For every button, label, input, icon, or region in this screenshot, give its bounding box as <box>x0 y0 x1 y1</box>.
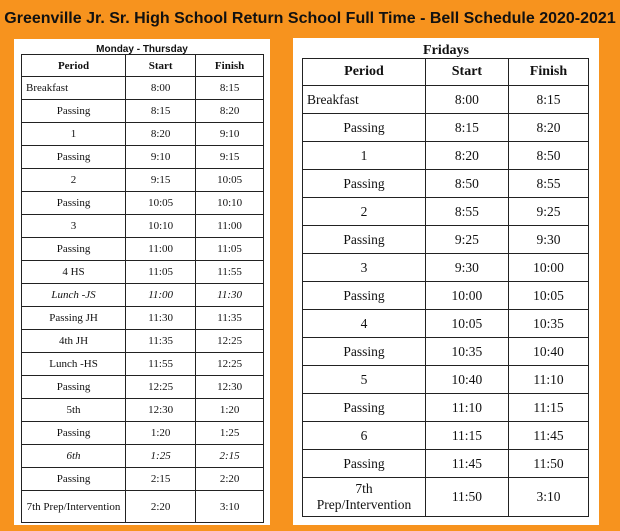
table-row <box>22 146 264 169</box>
table-row <box>22 284 264 307</box>
start-cell: 8:20 <box>126 123 196 146</box>
period-cell: Lunch -HS <box>22 353 126 376</box>
period-header: Period <box>22 55 126 77</box>
monday-thursday-table <box>21 54 264 523</box>
finish-cell: 8:20 <box>196 100 264 123</box>
finish-cell: 10:10 <box>196 192 264 215</box>
start-cell: 11:50 <box>425 478 508 517</box>
start-cell: 10:05 <box>425 310 508 338</box>
start-cell: 12:25 <box>126 376 196 399</box>
start-cell: 8:50 <box>425 170 508 198</box>
table-row <box>303 366 589 394</box>
finish-cell: 10:35 <box>508 310 588 338</box>
period-cell: Passing <box>303 226 426 254</box>
finish-cell: 9:10 <box>196 123 264 146</box>
table-row <box>22 261 264 284</box>
page-title: Greenville Jr. Sr. High School Return School Full Time - Bell Schedule 2020-2021 <box>4 10 616 27</box>
start-cell: 10:10 <box>126 215 196 238</box>
finish-cell: 12:25 <box>196 353 264 376</box>
table-row <box>303 422 589 450</box>
start-cell: 10:35 <box>425 338 508 366</box>
period-cell: 3 <box>303 254 426 282</box>
period-cell: 7th Prep/Intervention <box>303 478 426 517</box>
finish-cell: 3:10 <box>196 491 264 523</box>
start-cell: 11:00 <box>126 284 196 307</box>
table-row <box>303 226 589 254</box>
period-cell: Passing <box>303 114 426 142</box>
start-cell: 11:00 <box>126 238 196 261</box>
table-row <box>22 169 264 192</box>
period-cell: Passing <box>22 468 126 491</box>
period-cell: Passing <box>303 394 426 422</box>
table-row <box>22 399 264 422</box>
start-cell: 10:05 <box>126 192 196 215</box>
finish-cell: 12:30 <box>196 376 264 399</box>
period-cell: Passing <box>22 146 126 169</box>
period-cell: 5th <box>22 399 126 422</box>
fridays-caption: Fridays <box>423 43 469 58</box>
start-cell: 11:30 <box>126 307 196 330</box>
finish-cell: 1:25 <box>196 422 264 445</box>
start-cell: 10:40 <box>425 366 508 394</box>
finish-cell: 8:15 <box>508 86 588 114</box>
period-cell: Breakfast <box>22 77 126 100</box>
finish-cell: 2:20 <box>196 468 264 491</box>
start-cell: 1:20 <box>126 422 196 445</box>
table-row <box>303 394 589 422</box>
finish-cell: 8:20 <box>508 114 588 142</box>
finish-cell: 2:15 <box>196 445 264 468</box>
table-row <box>22 77 264 100</box>
fridays-table <box>302 58 589 517</box>
table-row <box>303 86 589 114</box>
period-cell: Passing <box>22 192 126 215</box>
table-row <box>22 100 264 123</box>
table-row <box>303 282 589 310</box>
start-cell: 2:15 <box>126 468 196 491</box>
period-cell: Passing <box>22 376 126 399</box>
finish-cell: 11:50 <box>508 450 588 478</box>
table-row <box>303 170 589 198</box>
table-row <box>22 445 264 468</box>
finish-cell: 11:30 <box>196 284 264 307</box>
table-row <box>22 123 264 146</box>
finish-cell: 12:25 <box>196 330 264 353</box>
period-cell: Passing <box>303 450 426 478</box>
finish-cell: 11:55 <box>196 261 264 284</box>
start-cell: 11:05 <box>126 261 196 284</box>
table-row <box>303 198 589 226</box>
start-cell: 11:35 <box>126 330 196 353</box>
finish-cell: 8:55 <box>508 170 588 198</box>
table-row <box>303 254 589 282</box>
finish-cell: 11:35 <box>196 307 264 330</box>
finish-cell: 10:00 <box>508 254 588 282</box>
period-header: Period <box>303 59 426 86</box>
table-row <box>22 422 264 445</box>
finish-cell: 10:05 <box>196 169 264 192</box>
period-cell: 6 <box>303 422 426 450</box>
finish-cell: 11:00 <box>196 215 264 238</box>
fridays-panel <box>293 38 599 525</box>
period-cell: 1 <box>22 123 126 146</box>
finish-cell: 11:10 <box>508 366 588 394</box>
monday-thursday-panel <box>14 39 270 525</box>
start-cell: 8:00 <box>126 77 196 100</box>
period-cell: 7th Prep/Intervention <box>22 491 126 523</box>
finish-cell: 9:25 <box>508 198 588 226</box>
start-cell: 9:30 <box>425 254 508 282</box>
finish-cell: 10:05 <box>508 282 588 310</box>
start-cell: 8:15 <box>425 114 508 142</box>
start-cell: 8:55 <box>425 198 508 226</box>
period-cell: 4 HS <box>22 261 126 284</box>
start-cell: 12:30 <box>126 399 196 422</box>
period-cell: 3 <box>22 215 126 238</box>
period-cell: 4th JH <box>22 330 126 353</box>
monday-thursday-caption: Monday - Thursday <box>96 44 188 55</box>
start-cell: 8:20 <box>425 142 508 170</box>
table-row <box>22 468 264 491</box>
table-row <box>22 491 264 523</box>
start-cell: 11:10 <box>425 394 508 422</box>
period-cell: Passing <box>22 100 126 123</box>
period-cell: 2 <box>303 198 426 226</box>
table-header-row <box>22 55 264 77</box>
period-cell: Passing <box>22 238 126 261</box>
period-cell: 6th <box>22 445 126 468</box>
period-cell: 1 <box>303 142 426 170</box>
start-cell: 11:55 <box>126 353 196 376</box>
period-cell: Passing <box>303 170 426 198</box>
start-cell: 9:10 <box>126 146 196 169</box>
finish-cell: 11:45 <box>508 422 588 450</box>
table-row <box>303 338 589 366</box>
start-header: Start <box>425 59 508 86</box>
start-cell: 8:15 <box>126 100 196 123</box>
finish-cell: 1:20 <box>196 399 264 422</box>
finish-cell: 10:40 <box>508 338 588 366</box>
table-row <box>22 192 264 215</box>
finish-cell: 11:05 <box>196 238 264 261</box>
start-cell: 2:20 <box>126 491 196 523</box>
period-cell: Lunch -JS <box>22 284 126 307</box>
period-cell: Breakfast <box>303 86 426 114</box>
start-cell: 10:00 <box>425 282 508 310</box>
finish-cell: 8:15 <box>196 77 264 100</box>
start-cell: 9:25 <box>425 226 508 254</box>
table-row <box>303 114 589 142</box>
table-row <box>22 238 264 261</box>
period-cell: Passing <box>303 282 426 310</box>
finish-header: Finish <box>196 55 264 77</box>
finish-cell: 3:10 <box>508 478 588 517</box>
finish-cell: 9:30 <box>508 226 588 254</box>
finish-cell: 8:50 <box>508 142 588 170</box>
period-cell: 2 <box>22 169 126 192</box>
start-cell: 1:25 <box>126 445 196 468</box>
table-row <box>22 330 264 353</box>
period-cell: 4 <box>303 310 426 338</box>
period-cell: 5 <box>303 366 426 394</box>
period-cell: Passing <box>22 422 126 445</box>
table-row <box>22 353 264 376</box>
start-cell: 9:15 <box>126 169 196 192</box>
table-row <box>22 215 264 238</box>
table-row <box>22 307 264 330</box>
table-row <box>22 376 264 399</box>
start-cell: 8:00 <box>425 86 508 114</box>
table-row <box>303 478 589 517</box>
table-row <box>303 142 589 170</box>
start-header: Start <box>126 55 196 77</box>
finish-header: Finish <box>508 59 588 86</box>
start-cell: 11:45 <box>425 450 508 478</box>
table-row <box>303 450 589 478</box>
finish-cell: 9:15 <box>196 146 264 169</box>
table-row <box>303 310 589 338</box>
period-cell: Passing JH <box>22 307 126 330</box>
start-cell: 11:15 <box>425 422 508 450</box>
finish-cell: 11:15 <box>508 394 588 422</box>
period-cell: Passing <box>303 338 426 366</box>
table-header-row <box>303 59 589 86</box>
